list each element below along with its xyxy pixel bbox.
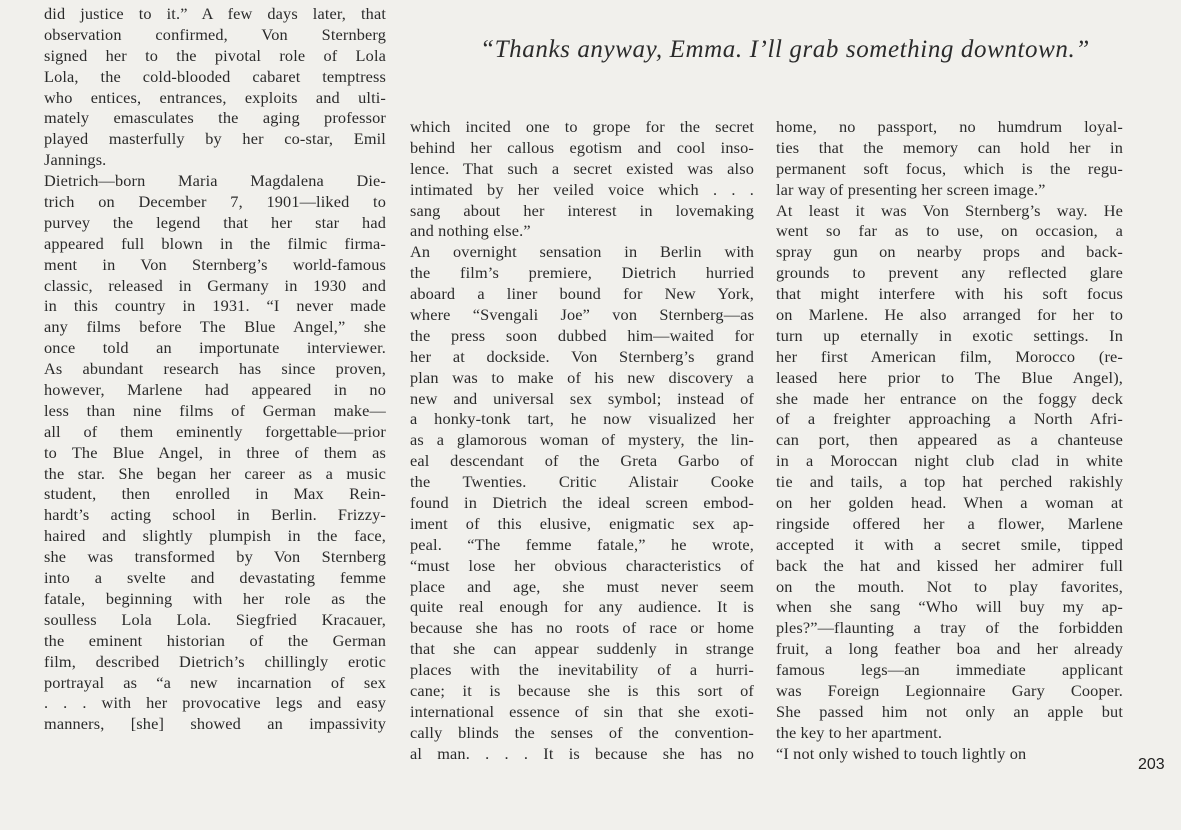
text-line: the press soon dubbed him—waited for [410,325,754,345]
text-line: al man. . . . It is because she has no [410,743,754,763]
text-line: sang about her interest in lovemaking [410,200,754,220]
text-line: famous legs—an immediate applicant [776,660,1123,680]
text-line: quite real enough for any audience. It is [410,597,754,617]
text-line: place and age, she must never seem [410,576,754,596]
text-line: less than nine films of German make— [44,400,386,420]
text-line: can port, then appeared as a chanteuse [776,430,1123,450]
text-line: she made her entrance on the foggy deck [776,388,1123,408]
text-line: intimated by her veiled voice which . . . [410,179,754,199]
text-line: into a svelte and devastating femme [44,568,386,588]
text-line: where “Svengali Joe” von Sternberg—as [410,305,754,325]
text-line: trich on December 7, 1901—liked to [44,192,386,212]
text-line: back the hat and kissed her admirer full [776,555,1123,575]
text-line: hardt’s acting school in Berlin. Frizzy- [44,505,386,525]
text-line: her at dockside. Von Sternberg’s grand [410,346,754,366]
text-line: mately emasculates the aging professor [44,108,386,128]
text-line: home, no passport, no humdrum loyal- [776,117,1123,136]
text-line: “I not only wished to touch lightly on [776,743,1027,763]
text-line: which incited one to grope for the secret [410,117,754,136]
text-line: lar way of presenting her screen image.” [776,179,1046,199]
page-number: 203 [1138,756,1165,773]
text-line: however, Marlene had appeared in no [44,380,386,400]
text-line: behind her callous egotism and cool inso- [410,137,754,157]
text-line: international essence of sin that she exoti- [410,701,754,721]
text-line: manners, [she] showed an impassivity [44,714,386,734]
text-line: haired and slightly plumpish in the face, [44,526,386,546]
text-line: spray gun on nearby props and back- [776,242,1123,262]
text-line: her first American film, Morocco (re- [776,346,1123,366]
text-line: fruit, a long feather boa and her already [776,639,1123,659]
text-line: on her golden head. When a woman at [776,493,1123,513]
text-line: At least it was Von Sternberg’s way. He [776,200,1123,220]
text-line: ment in Von Sternberg’s world-famous [44,254,386,274]
text-line: observation confirmed, Von Sternberg [44,24,386,44]
text-line: portrayal as “a new incarnation of sex [44,672,386,692]
text-line: As abundant research has since proven, [44,359,386,379]
text-line: went so far as to use, on occasion, a [776,221,1123,241]
text-line: accepted it with a secret smile, tipped [776,534,1123,554]
text-line: Jannings. [44,150,107,170]
text-line: student, then enrolled in Max Rein- [44,484,386,504]
text-line: Lola, the cold-blooded cabaret temptress [44,66,386,86]
text-line: leased here prior to The Blue Angel), [776,367,1123,387]
text-line: film, described Dietrich’s chillingly erotic [44,651,386,671]
text-column-1 [44,4,386,735]
text-line: . . . with her provocative legs and easy [44,693,386,713]
text-line: in this country in 1931. “I never made [44,296,386,316]
text-line: ties that the memory can hold her in [776,137,1123,157]
text-line: new and universal sex symbol; instead of [410,388,754,408]
text-line: iment of this elusive, enigmatic sex ap- [410,513,754,533]
text-line: played masterfully by her co-star, Emil [44,129,386,149]
text-line: who entices, entrances, exploits and ulti- [44,87,386,107]
text-line: when she sang “Who will buy my ap- [776,597,1123,617]
text-line: the key to her apartment. [776,722,943,742]
text-line: tie and tails, a top hat perched rakishly [776,472,1123,492]
text-line: once told an importunate interviewer. [44,338,386,358]
text-line: to The Blue Angel, in three of them as [44,442,386,462]
text-line: did justice to it.” A few days later, that [44,4,386,23]
text-line: as a glamorous woman of mystery, the lin- [410,430,754,450]
text-line: aboard a liner bound for New York, [410,284,754,304]
text-line: Dietrich—born Maria Magdalena Die- [44,171,386,191]
text-line: peal. “The femme fatale,” he wrote, [410,534,754,554]
text-line: cally blinds the senses of the convention- [410,722,754,742]
text-line: the star. She began her career as a music [44,463,386,483]
text-line: plan was to make of his new discovery a [410,367,754,387]
text-line: that might interfere with his soft focus [776,284,1123,304]
text-line: cane; it is because she is this sort of [410,681,754,701]
text-line: on Marlene. He also arranged for her to [776,305,1123,325]
text-line: she was transformed by Von Sternberg [44,547,386,567]
text-line: that she can appear suddenly in strange [410,639,754,659]
text-line: ringside offered her a flower, Marlene [776,513,1123,533]
text-line: ples?”—flaunting a tray of the forbidden [776,618,1123,638]
text-line: on the mouth. Not to play favorites, [776,576,1123,596]
text-column-2 [410,117,754,765]
text-line: An overnight sensation in Berlin with [410,242,754,262]
text-line: a honky-tonk tart, he now visualized her [410,409,754,429]
text-line: grounds to prevent any reflected glare [776,263,1123,283]
text-line: purvey the legend that her star had [44,212,386,232]
text-line: turn up eternally in exotic settings. In [776,325,1123,345]
text-line: “must lose her obvious characteristics of [410,555,754,575]
text-line: found in Dietrich the ideal screen embod- [410,493,754,513]
text-line: was Foreign Legionnaire Gary Cooper. [776,681,1123,701]
text-line: the film’s premiere, Dietrich hurried [410,263,754,283]
cartoon-caption: “Thanks anyway, Emma. I’ll grab something downtown.” [480,36,1090,63]
text-line: fatale, beginning with her role as the [44,588,386,608]
text-line: classic, released in Germany in 1930 and [44,275,386,295]
text-line: the Twenties. Critic Alistair Cooke [410,472,754,492]
text-line: any films before The Blue Angel,” she [44,317,386,337]
text-line: lence. That such a secret existed was also [410,158,754,178]
text-line: because she has no roots of race or home [410,618,754,638]
text-line: appeared full blown in the filmic firma- [44,233,386,253]
text-line: places with the inevitability of a hurri- [410,660,754,680]
text-line: and nothing else.” [410,221,531,241]
text-line: in a Moroccan night club clad in white [776,451,1123,471]
text-line: permanent soft focus, which is the regu- [776,158,1123,178]
text-line: soulless Lola Lola. Siegfried Kracauer, [44,609,386,629]
text-line: the eminent historian of the German [44,630,386,650]
text-line: signed her to the pivotal role of Lola [44,45,386,65]
text-line: eal descendant of the Greta Garbo of [410,451,754,471]
text-column-3 [776,117,1123,765]
text-line: all of them eminently forgettable—prior [44,421,386,441]
text-line: She passed him not only an apple but [776,701,1123,721]
text-line: of a freighter approaching a North Afri- [776,409,1123,429]
